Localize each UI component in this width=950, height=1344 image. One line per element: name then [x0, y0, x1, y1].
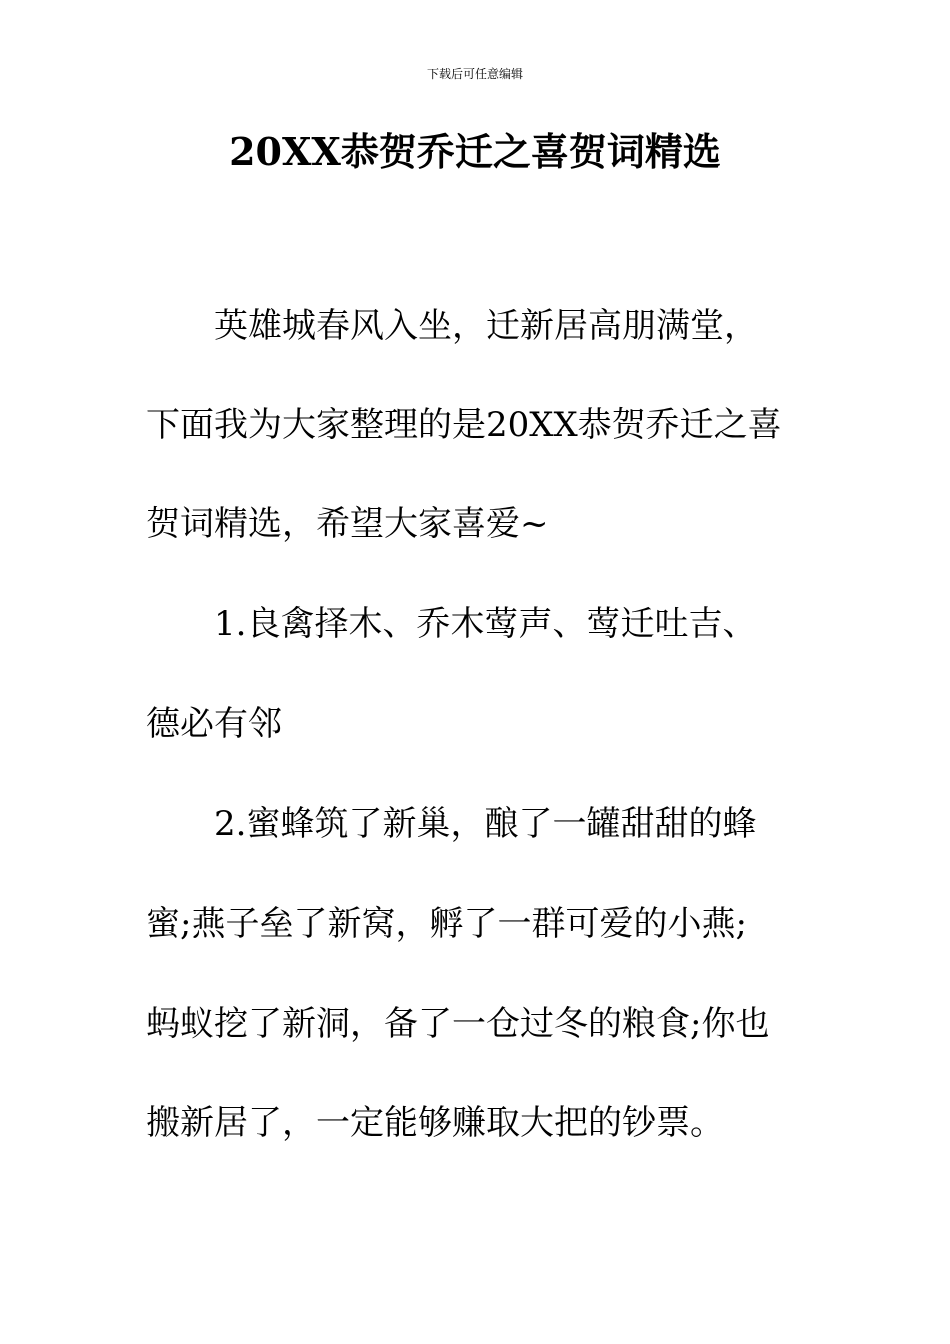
list-item-line: 德必有邻: [146, 704, 282, 744]
list-item-line: 蚂蚁挖了新洞，备了一仓过冬的粮食;你也: [146, 1004, 770, 1044]
paragraph-line: 贺词精选，希望大家喜爱~: [146, 504, 549, 544]
list-item-line: 搬新居了，一定能够赚取大把的钞票。: [146, 1103, 724, 1143]
document-title: 20XX恭贺乔迁之喜贺词精选: [229, 129, 721, 174]
list-item-line: 蜜;燕子垒了新窝，孵了一群可爱的小燕;: [146, 904, 747, 944]
list-item-line: 2.蜜蜂筑了新巢，酿了一罐甜甜的蜂: [214, 804, 757, 844]
paragraph-line: 下面我为大家整理的是20XX恭贺乔迁之喜: [146, 405, 782, 445]
header-note: 下载后可任意编辑: [426, 67, 523, 81]
list-item-line: 1.良禽择木、乔木莺声、莺迁吐吉、: [214, 604, 757, 644]
paragraph-line: 英雄城春风入坐，迁新居高朋满堂，: [214, 306, 758, 346]
